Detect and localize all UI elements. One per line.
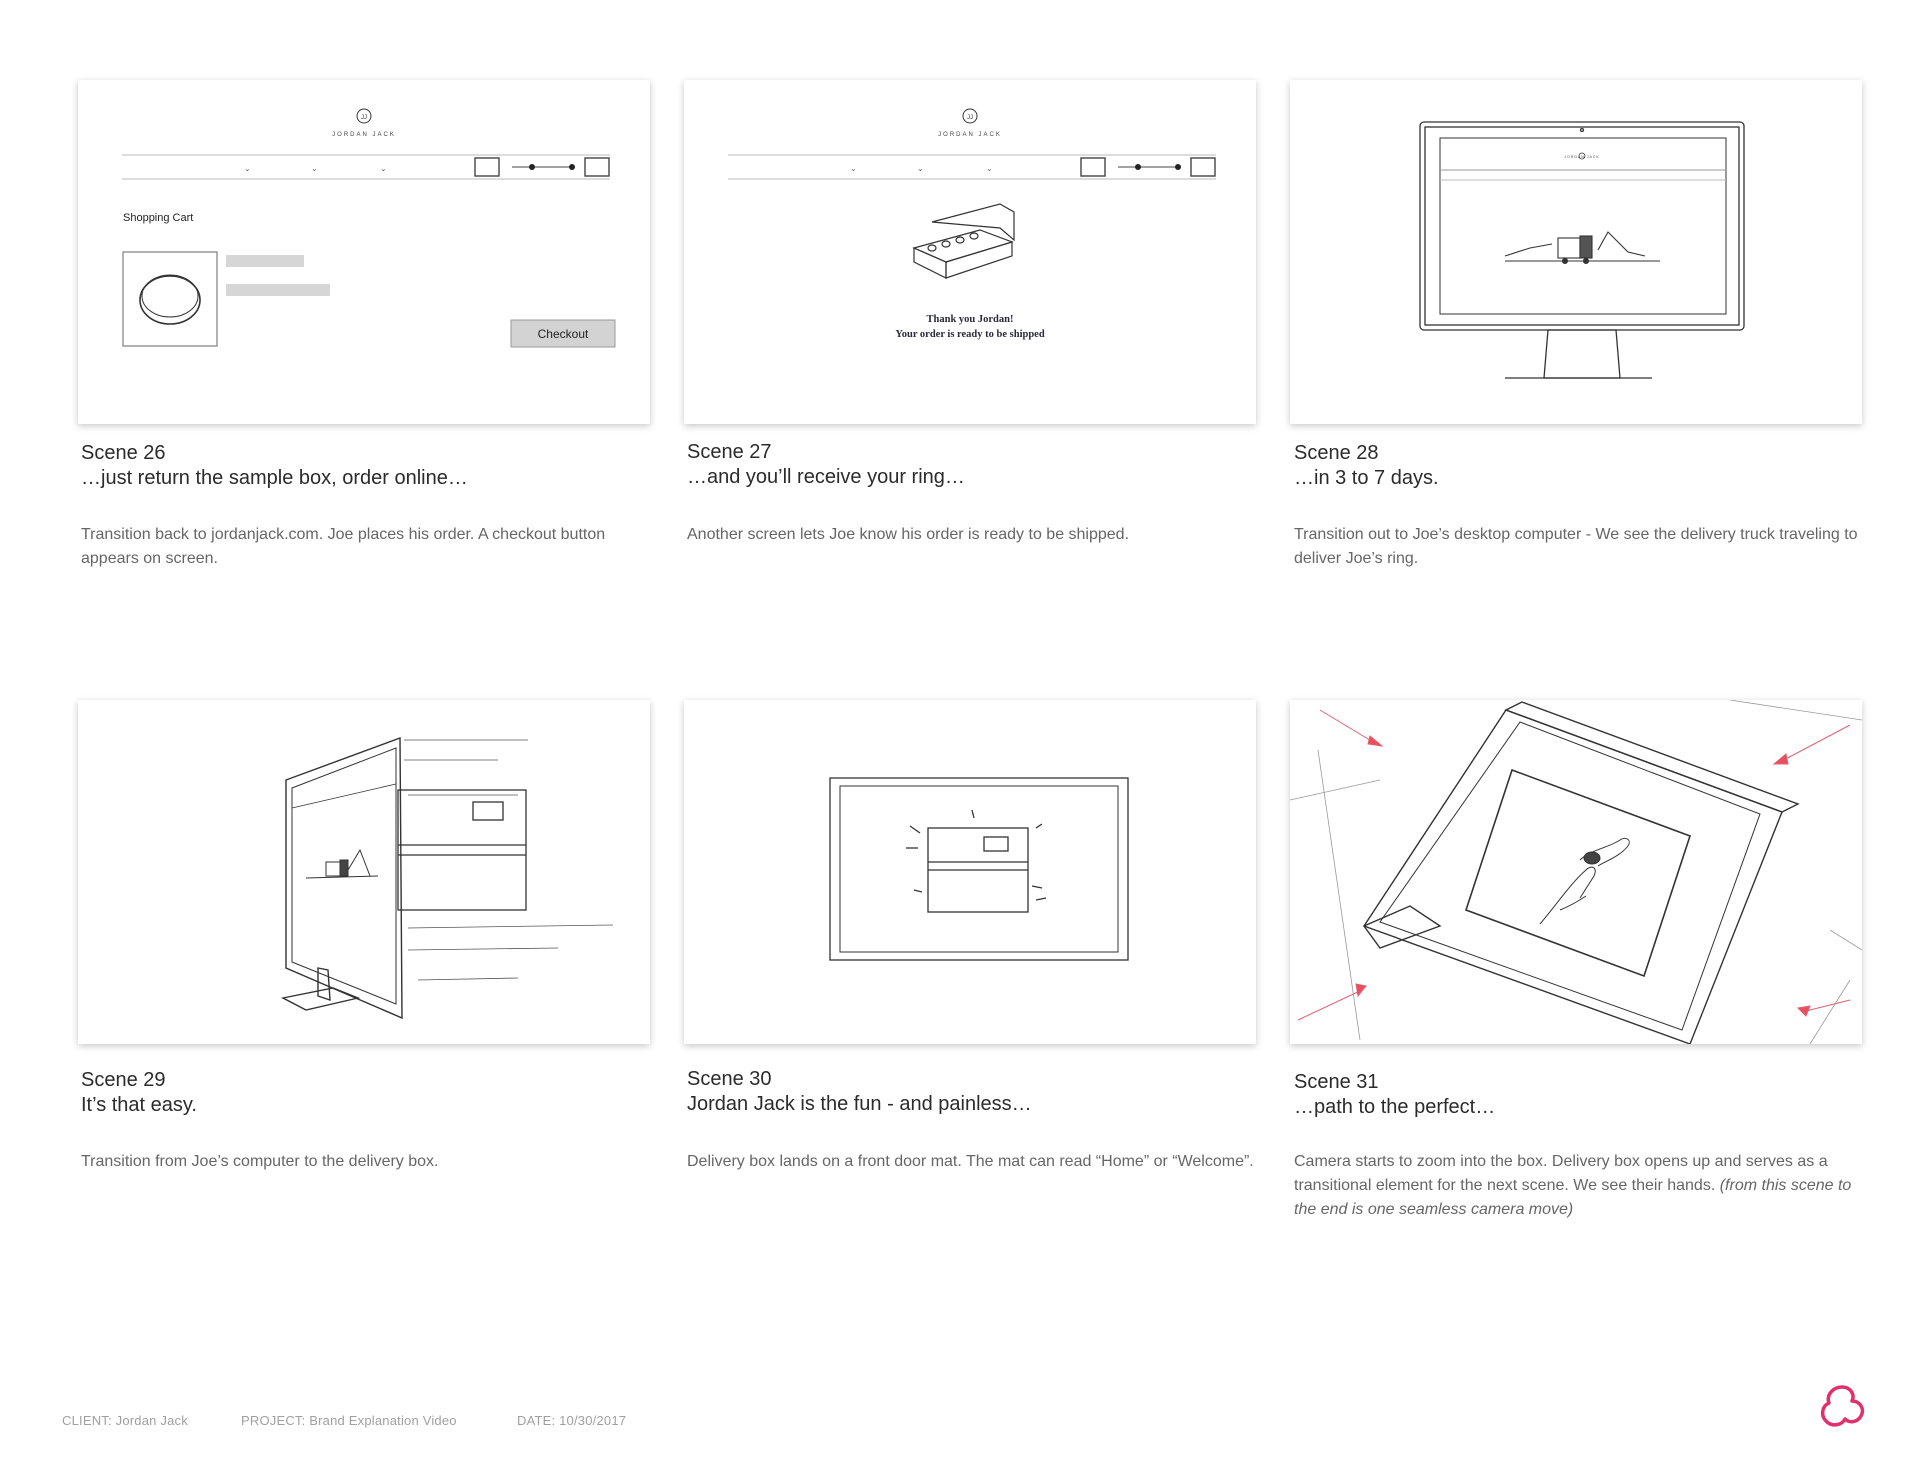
cart-heading: Shopping Cart	[123, 212, 194, 224]
scene-subtitle: …just return the sample box, order online…	[81, 467, 468, 489]
thank-you-message: Thank you Jordan!	[926, 314, 1014, 325]
scene-description: Another screen lets Joe know his order is ready to be shipped.	[687, 526, 1130, 543]
storyboard-frame-30	[684, 700, 1256, 1044]
scene-30-sketch	[684, 700, 1256, 1044]
scene-subtitle: Jordan Jack is the fun - and painless…	[687, 1093, 1032, 1115]
brand-logo-icon	[357, 109, 371, 123]
desktop-monitor-icon	[283, 738, 402, 1018]
scene-26-sketch	[78, 80, 650, 424]
delivery-box-icon	[398, 790, 526, 910]
scene-31-sketch	[1290, 700, 1862, 1044]
scene-subtitle: …in 3 to 7 days.	[1294, 467, 1439, 489]
scene-description	[1294, 1150, 1874, 1222]
svg-text:⌄: ⌄	[380, 164, 387, 173]
svg-text:JJ: JJ	[967, 115, 973, 121]
brand-name: JORDAN JACK	[1564, 155, 1600, 159]
order-ready-message: Your order is ready to be shipped	[895, 329, 1045, 340]
scene-description: Delivery box lands on a front door mat. The mat can read “Home” or “Welcome”.	[687, 1153, 1254, 1170]
ring-icon	[140, 275, 200, 324]
footer-date: DATE: 10/30/2017	[517, 1413, 627, 1428]
scene-title: Scene 30	[687, 1068, 772, 1090]
hands-icon	[1540, 838, 1629, 924]
scene-title: Scene 26	[81, 442, 166, 464]
scene-caption-26	[81, 441, 661, 571]
scene-description-text: Camera starts to zoom into the box. Delivery box opens up and serves as a transitional element for the next scene. We see their hands.	[1294, 1153, 1828, 1194]
scene-description-note: (from this scene to the end is one seamless camera move)	[1294, 1177, 1852, 1218]
scene-title: Scene 27	[687, 441, 772, 463]
scene-description: Transition back to jordanjack.com. Joe places his order. A checkout button appears on screen.	[81, 526, 606, 567]
storyboard-frame-27	[684, 80, 1256, 424]
delivery-truck-icon	[306, 850, 378, 878]
scene-description: Transition from Joe’s computer to the delivery box.	[81, 1153, 439, 1170]
scene-subtitle: …and you’ll receive your ring…	[687, 466, 965, 488]
scene-title: Scene 31	[1294, 1071, 1379, 1093]
scene-caption-28	[1294, 441, 1874, 571]
scene-description: Transition out to Joe’s desktop computer - We see the delivery truck traveling to deliver Joe’s ring.	[1294, 526, 1858, 567]
svg-text:⌄: ⌄	[311, 164, 318, 173]
ring-box-icon	[914, 204, 1014, 278]
storyboard-frame-26	[78, 80, 650, 424]
camera-zoom-arrows	[1298, 710, 1850, 1020]
scene-caption-31	[1294, 1070, 1874, 1222]
delivery-box-icon	[928, 828, 1028, 912]
svg-text:⌄: ⌄	[244, 164, 251, 173]
scene-28-sketch	[1290, 80, 1862, 424]
brand-name: JORDAN JACK	[938, 132, 1002, 138]
checkout-button[interactable]: Checkout	[537, 327, 589, 341]
storyboard-frame-31	[1290, 700, 1862, 1044]
scene-29-sketch	[78, 700, 650, 1044]
svg-text:JJ: JJ	[361, 115, 367, 121]
scene-caption-30	[687, 1067, 1267, 1174]
scene-27-sketch	[684, 80, 1256, 424]
scene-title: Scene 28	[1294, 442, 1379, 464]
brand-logo-icon	[963, 109, 977, 123]
scene-title: Scene 29	[81, 1069, 166, 1091]
scene-caption-29	[81, 1068, 661, 1174]
svg-text:⌄: ⌄	[850, 164, 857, 173]
open-delivery-box	[1364, 702, 1798, 1044]
footer-project: PROJECT: Brand Explanation Video	[241, 1413, 457, 1428]
delivery-truck-icon	[1505, 232, 1660, 264]
svg-text:⌄: ⌄	[917, 164, 924, 173]
scene-subtitle: …path to the perfect…	[1294, 1096, 1496, 1118]
brand-name: JORDAN JACK	[332, 132, 396, 138]
svg-text:⌄: ⌄	[986, 164, 993, 173]
scene-caption-27	[687, 440, 1267, 547]
storyboard-frame-28	[1290, 80, 1862, 424]
storyboard-frame-29	[78, 700, 650, 1044]
company-logo-icon	[1817, 1381, 1867, 1431]
door-mat	[830, 778, 1128, 960]
footer-client: CLIENT: Jordan Jack	[62, 1413, 188, 1428]
scene-subtitle: It’s that easy.	[81, 1094, 197, 1116]
